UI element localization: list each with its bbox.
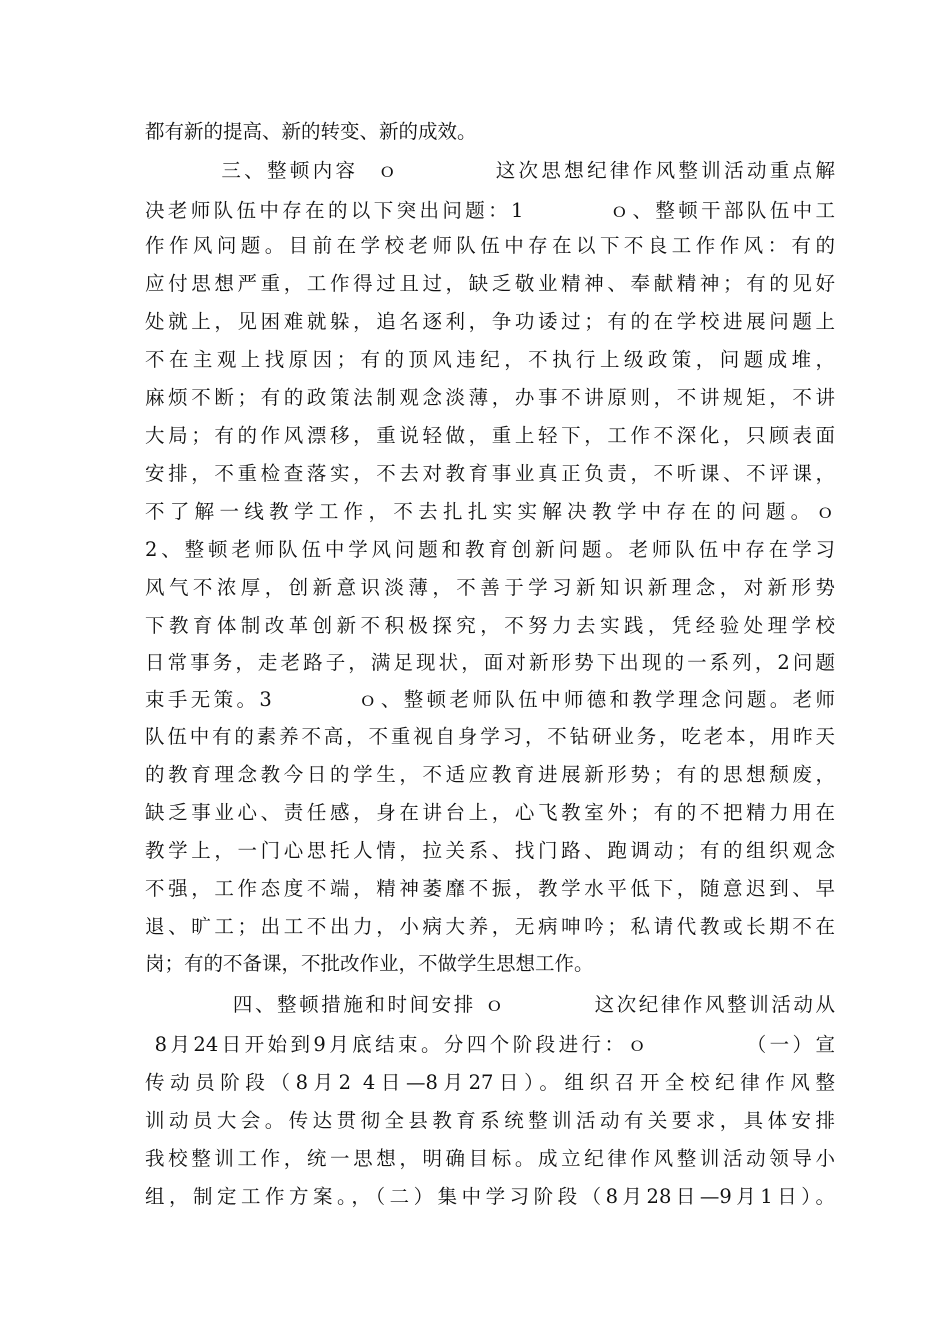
text-line: [145, 115, 835, 149]
text-line: [145, 419, 835, 453]
text-line: [145, 758, 835, 792]
text-line: [145, 1066, 835, 1100]
text-line: [145, 910, 835, 944]
line-text: 传动员阶段（8月2 4日—8月27日）。组织召开全校纪律作风整: [145, 1071, 835, 1094]
text-line: [145, 1180, 835, 1214]
text-line: [145, 571, 835, 605]
line-text: 组，制定工作方案。，（二）集中学习阶段（8月28日—9月1日）。: [145, 1185, 835, 1208]
text-line: [145, 1104, 835, 1138]
line-text: 风气不浓厚，创新意识淡薄，不善于学习新知识新理念，对新形势: [145, 576, 835, 599]
text-line: [145, 267, 835, 301]
text-line: [145, 194, 835, 228]
text-line: [145, 1142, 835, 1176]
text-line: [145, 533, 835, 567]
text-line: [145, 457, 835, 491]
text-line: [145, 1028, 835, 1062]
line-text: 处就上，见困难就躲，追名逐利，争功诿过；有的在学校进展问题上: [145, 310, 835, 333]
text-line: [145, 305, 835, 339]
line-text: 麻烦不断；有的政策法制观念淡薄，办事不讲原则，不讲规矩，不讲: [145, 386, 835, 409]
line-text: 不了解一线教学工作，不去扎扎实实解决教学中存在的问题。ｏ: [145, 500, 835, 523]
line-text: 决老师队伍中存在的以下突出问题：1 ｏ、整顿干部队伍中工: [145, 199, 835, 222]
text-line: [145, 834, 835, 868]
line-text: 作作风问题。目前在学校老师队伍中存在以下不良工作作风：有的: [145, 234, 835, 257]
text-line: [145, 229, 835, 263]
line-text: 8月24日开始到9月底结束。分四个阶段进行：ｏ （一）宣: [145, 1033, 835, 1056]
text-line: [145, 872, 835, 906]
line-text: 安排，不重检查落实，不去对教育事业真正负责，不听课、不评课，: [145, 462, 835, 485]
line-text: 三、整顿内容 ｏ 这次思想纪律作风整训活动重点解: [145, 159, 835, 182]
line-text: 训动员大会。传达贯彻全县教育系统整训活动有关要求，具体安排: [145, 1109, 835, 1132]
text-line: [145, 381, 835, 415]
text-line: [145, 796, 835, 830]
line-text: 岗；有的不备课，不批改作业，不做学生思想工作。: [145, 952, 594, 975]
text-line: [145, 154, 835, 188]
line-text: 教学上，一门心思托人情，拉关系、找门路、跑调动；有的组织观念: [145, 839, 835, 862]
line-text: 束手无策。3 ｏ、整顿老师队伍中师德和教学理念问题。老师: [145, 688, 835, 711]
line-text: 不在主观上找原因；有的顶风违纪，不执行上级政策，问题成堆，: [145, 348, 835, 371]
line-text: 队伍中有的素养不高，不重视自身学习，不钻研业务，吃老本，用昨天: [145, 725, 835, 748]
text-line: [145, 343, 835, 377]
text-line: [145, 495, 835, 529]
line-text: 不强，工作态度不端，精神萎靡不振，教学水平低下，随意迟到、早: [145, 877, 835, 900]
text-line: [145, 988, 835, 1022]
line-text: 缺乏事业心、责任感，身在讲台上，心飞教室外；有的不把精力用在: [145, 801, 835, 824]
line-text: 退、旷工；出工不出力，小病大养，无病呻吟；私请代教或长期不在: [145, 915, 835, 938]
text-line: [145, 947, 835, 981]
line-text: 2、整顿老师队伍中学风问题和教育创新问题。老师队伍中存在学习: [145, 538, 835, 561]
line-text: 四、整顿措施和时间安排 ｏ 这次纪律作风整训活动从: [145, 993, 835, 1016]
line-text: 应付思想严重，工作得过且过，缺乏敬业精神、奉献精神；有的见好: [145, 272, 835, 295]
line-text: 日常事务，走老路子，满足现状，面对新形势下出现的一系列，2问题: [145, 651, 835, 674]
line-text: 都有新的提高、新的转变、新的成效。: [145, 120, 477, 143]
text-line: [145, 683, 835, 717]
text-line: [145, 609, 835, 643]
line-text: 我校整训工作，统一思想，明确目标。成立纪律作风整训活动领导小: [145, 1147, 835, 1170]
line-text: 下教育体制改革创新不积极探究，不努力去实践，凭经验处理学校: [145, 614, 835, 637]
text-line: [145, 646, 835, 680]
line-text: 的教育理念教今日的学生，不适应教育进展新形势；有的思想颓废，: [145, 763, 835, 786]
line-text: 大局；有的作风漂移，重说轻做，重上轻下，工作不深化，只顾表面: [145, 424, 835, 447]
text-line: [145, 720, 835, 754]
